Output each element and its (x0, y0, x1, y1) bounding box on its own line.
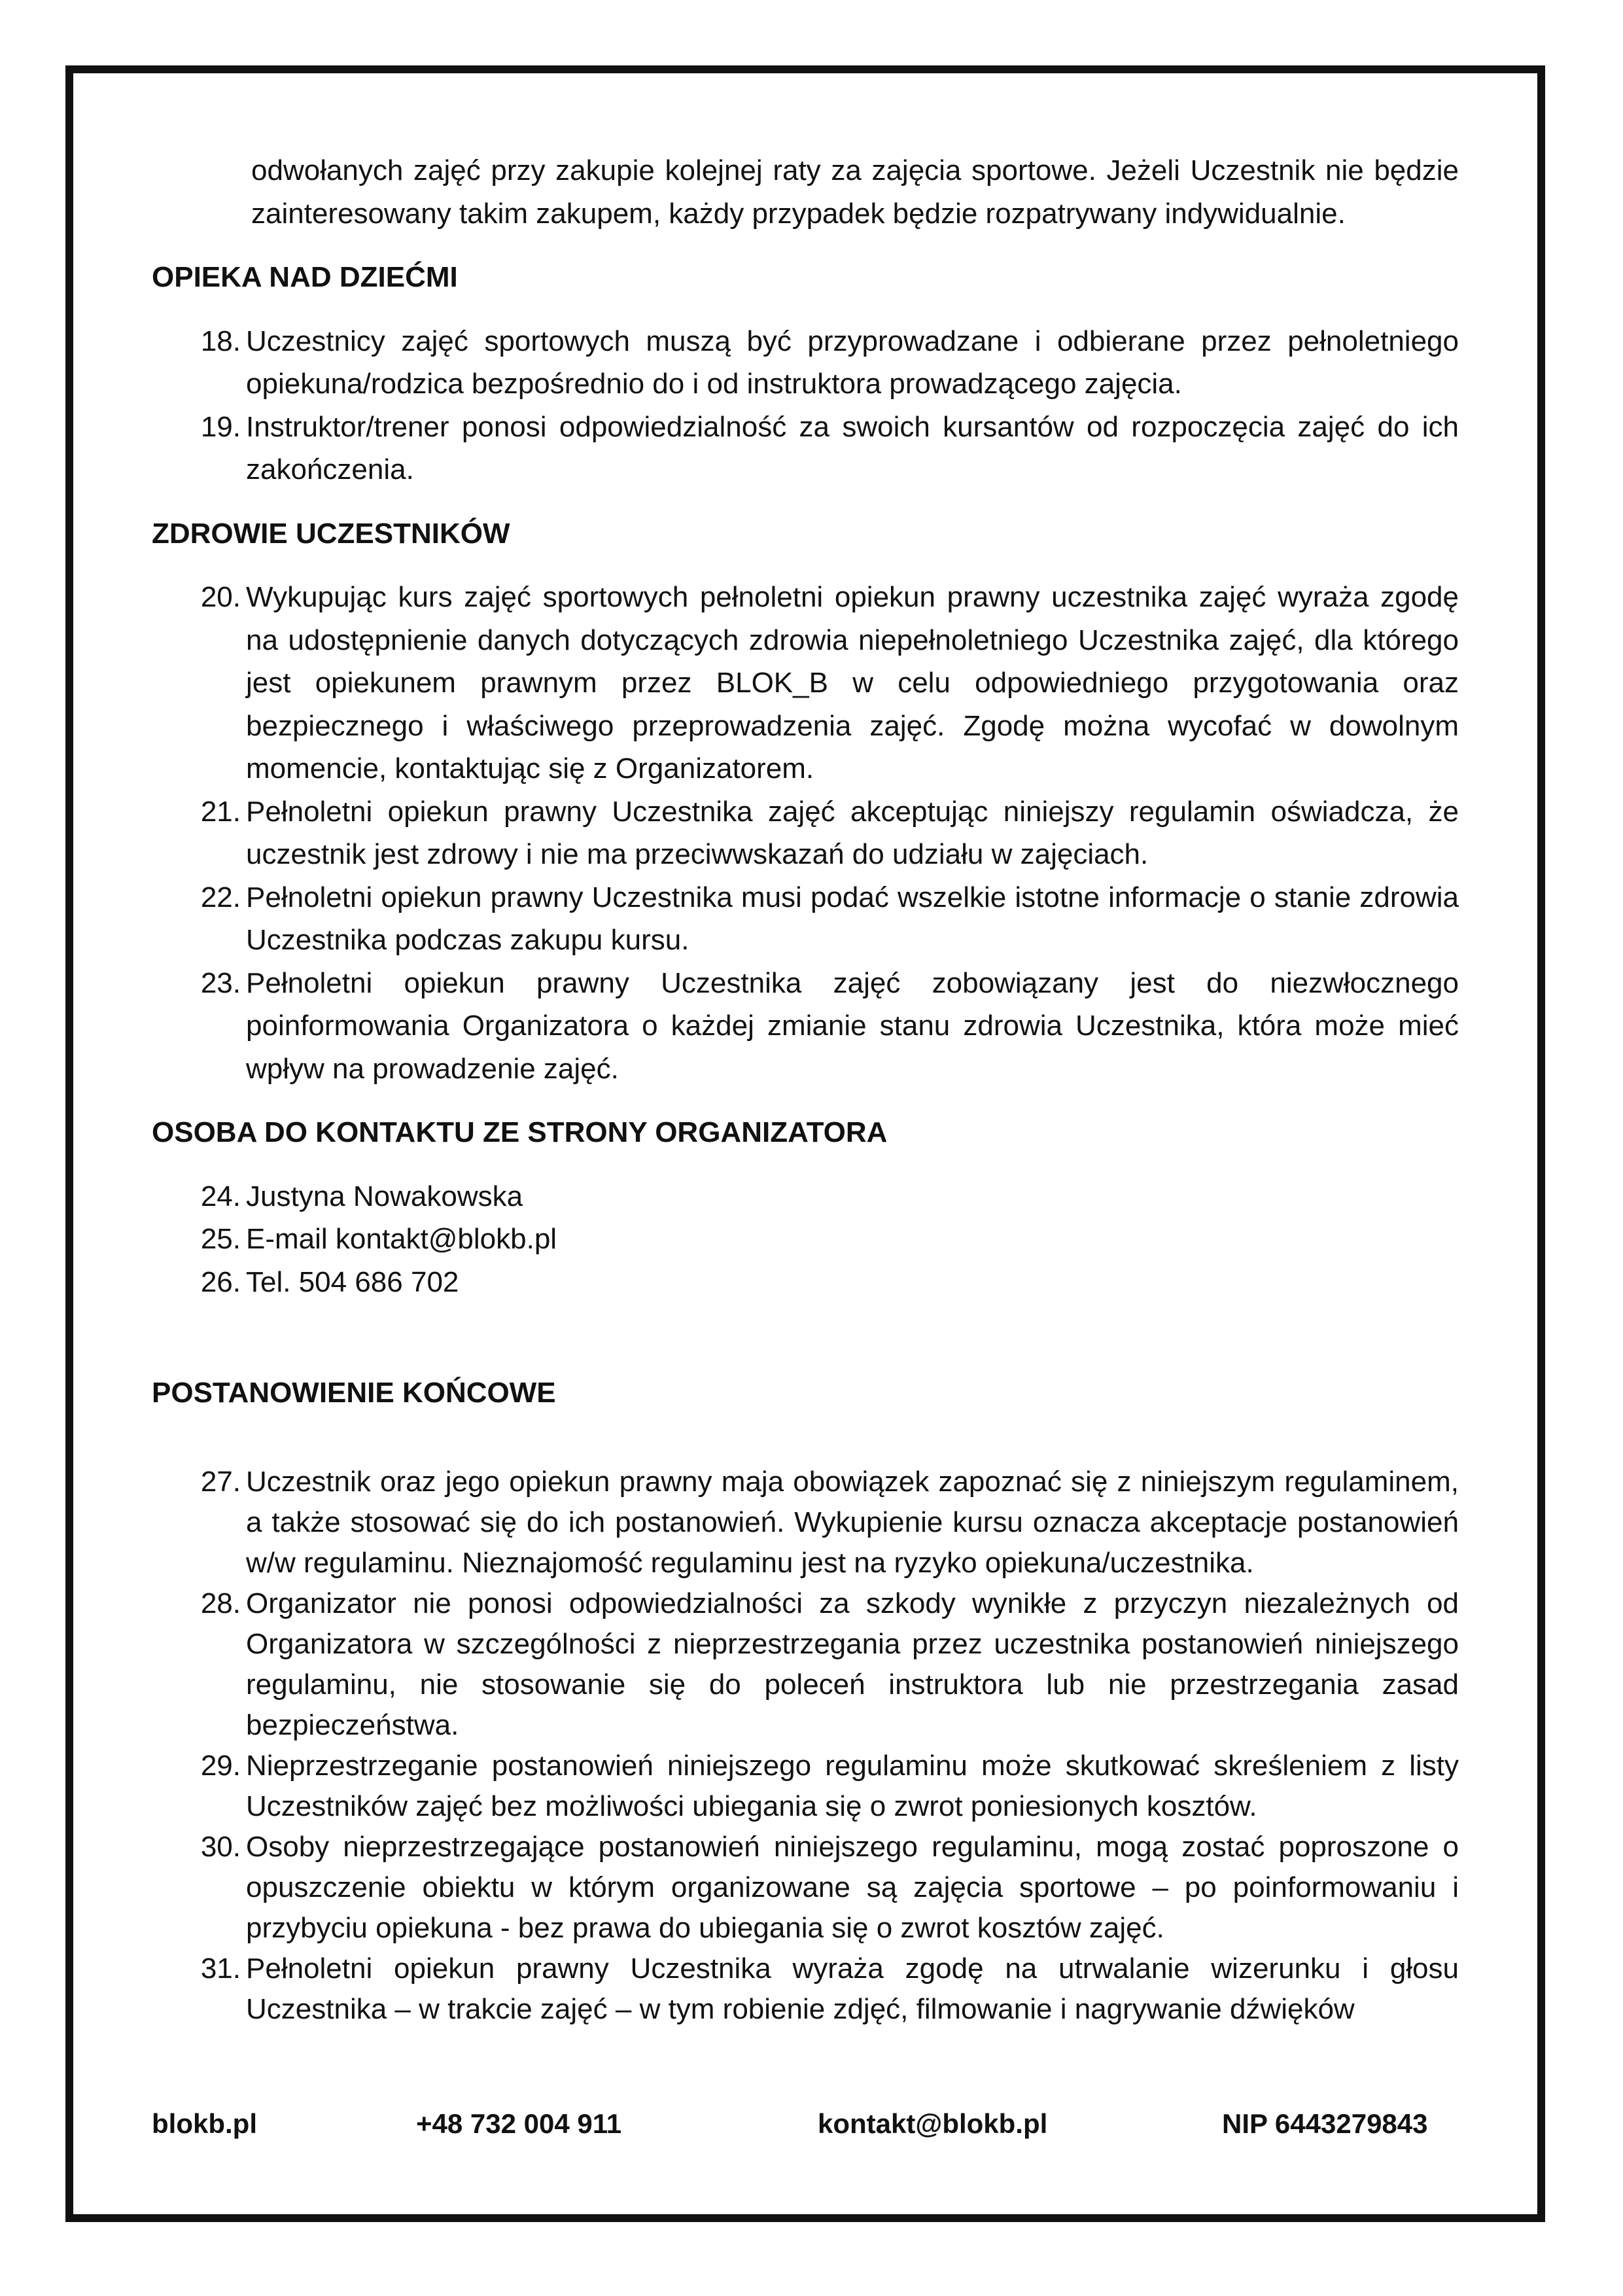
item-text: Pełnoletni opiekun prawny Uczestnika zajęć akceptując niniejszy regulamin oświadcza, że uczestnik jest zdrowy i nie ma przeciwwskazań do udziału w zajęciach. (246, 795, 1459, 870)
item-number: 26. (200, 1265, 241, 1298)
list-item (152, 1261, 1459, 1304)
list-item (152, 1827, 1459, 1949)
footer-nip: NIP 6443279843 (1222, 2108, 1428, 2139)
section-heading-childcare: OPIEKA NAD DZIEĆMI (152, 261, 458, 293)
footer-phone: +48 732 004 911 (416, 2108, 622, 2139)
item-number: 18. (200, 325, 241, 357)
item-number: 20. (200, 581, 241, 613)
section-heading-final: POSTANOWIENIE KOŃCOWE (152, 1377, 556, 1409)
item-number: 24. (200, 1180, 241, 1212)
item-text: Justyna Nowakowska (246, 1180, 523, 1212)
item-text: Uczestnik oraz jego opiekun prawny maja obowiązek zapoznać się z niniejszym regulaminem, a także stosować się do ich postanowień. Wykupienie kursu oznacza akceptacje postanowień w/w regulaminu. Nieznajomość regulaminu jest na ryzyko opiekuna/uczestnika. (246, 1465, 1459, 1579)
item-text: Osoby nieprzestrzegające postanowień niniejszego regulaminu, mogą zostać poproszone o opuszczenie obiektu w którym organizowane są zajęcia sportowe – po poinformowaniu i przybyciu opiekuna - bez prawa do ubiegania się o zwrot kosztów zajęć. (246, 1830, 1459, 1944)
footer-website: blokb.pl (152, 2108, 257, 2139)
document-body (152, 149, 1459, 2030)
item-text: Uczestnicy zajęć sportowych muszą być przyprowadzane i odbierane przez pełnoletniego opiekuna/rodzica bezpośrednio do i od instruktora prowadzącego zajęcia. (246, 325, 1459, 400)
item-text: Nieprzestrzeganie postanowień niniejszego regulaminu może skutkować skreśleniem z listy Uczestników zajęć bez możliwości ubiegania się o zwrot poniesionych kosztów. (246, 1749, 1459, 1822)
list-health (152, 576, 1459, 1090)
list-item (152, 320, 1459, 406)
item-text: Instruktor/trener ponosi odpowiedzialność za swoich kursantów od rozpoczęcia zajęć do ich zakończenia. (246, 410, 1459, 486)
item-text: Wykupując kurs zajęć sportowych pełnoletni opiekun prawny uczestnika zajęć wyraża zgodę na udostępnienie danych dotyczących zdrowia niepełnoletniego Uczestnika zajęć, dla którego jest opiekunem prawnym przez BLOK_B w celu odpowiedniego przygotowania oraz bezpiecznego i właściwego przeprowadzenia zajęć. Zgodę można wycofać w dowolnym momencie, kontaktując się z Organizatorem. (246, 581, 1459, 785)
continued-paragraph: odwołanych zajęć przy zakupie kolejnej raty za zajęcia sportowe. Jeżeli Uczestnik nie będzie zainteresowany takim zakupem, każdy przypadek będzie rozpatrywany indywidualnie. (251, 154, 1459, 230)
item-number: 25. (200, 1223, 241, 1255)
list-item (152, 1175, 1459, 1218)
list-item (152, 962, 1459, 1091)
item-number: 29. (200, 1749, 241, 1782)
list-item (152, 406, 1459, 491)
item-number: 22. (200, 881, 241, 913)
item-number: 21. (200, 795, 241, 828)
item-number: 30. (200, 1830, 241, 1863)
list-childcare (152, 320, 1459, 491)
item-text: Organizator nie ponosi odpowiedzialności za szkody wynikłe z przyczyn niezależnych od Organizatora w szczególności z nieprzestrzegania przez uczestnika postanowień niniejszego regulaminu, nie stosowanie się do poleceń instruktora lub nie przestrzegania zasad bezpieczeństwa. (246, 1587, 1459, 1741)
item-number: 27. (200, 1465, 241, 1498)
item-text: Pełnoletni opiekun prawny Uczestnika musi podać wszelkie istotne informacje o stanie zdrowia Uczestnika podczas zakupu kursu. (246, 881, 1459, 956)
list-final (152, 1462, 1459, 2030)
section-heading-health: ZDROWIE UCZESTNIKÓW (152, 517, 510, 550)
list-contact (152, 1175, 1459, 1304)
list-item (152, 790, 1459, 876)
section-heading-contact: OSOBA DO KONTAKTU ZE STRONY ORGANIZATORA (152, 1116, 888, 1148)
list-item (152, 876, 1459, 962)
list-item (152, 1949, 1459, 2030)
item-number: 23. (200, 966, 241, 999)
item-text: Pełnoletni opiekun prawny Uczestnika zajęć zobowiązany jest do niezwłocznego poinformowania Organizatora o każdej zmianie stanu zdrowia Uczestnika, która może mieć wpływ na prowadzenie zajęć. (246, 966, 1459, 1085)
list-item (152, 576, 1459, 790)
item-number: 31. (200, 1952, 241, 1985)
item-text: Pełnoletni opiekun prawny Uczestnika wyraża zgodę na utrwalanie wizerunku i głosu Uczestnika – w trakcie zajęć – w tym robienie zdjęć, filmowanie i nagrywanie dźwięków (246, 1952, 1459, 2025)
spacer (152, 1303, 1459, 1351)
list-item (152, 1746, 1459, 1827)
item-text: Tel. 504 686 702 (246, 1265, 459, 1298)
list-item (152, 1218, 1459, 1261)
footer-email: kontakt@blokb.pl (818, 2108, 1048, 2139)
item-number: 19. (200, 410, 241, 443)
list-item (152, 1583, 1459, 1746)
item-number: 28. (200, 1587, 241, 1619)
list-item (152, 1462, 1459, 1583)
page-footer (152, 2108, 1459, 2147)
item-text: E-mail kontakt@blokb.pl (246, 1223, 557, 1255)
